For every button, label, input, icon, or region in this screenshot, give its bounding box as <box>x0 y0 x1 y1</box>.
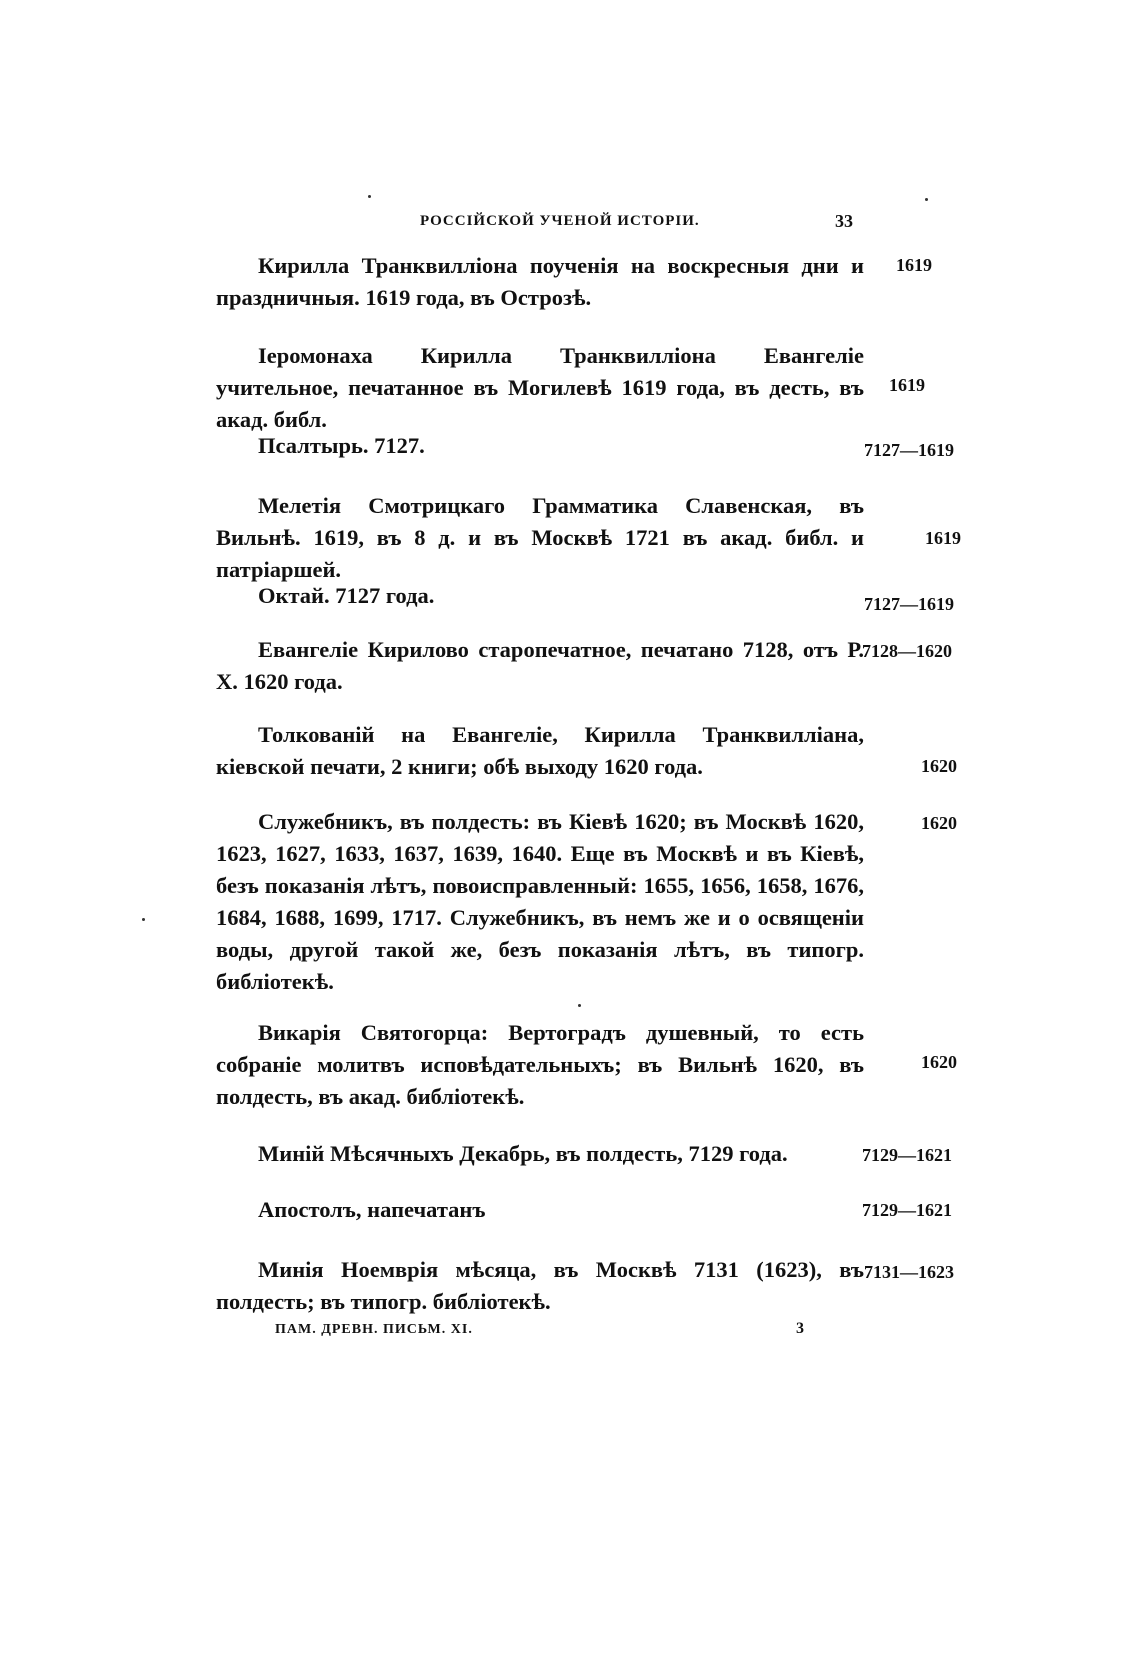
entry-year: 1619 <box>889 375 925 395</box>
ink-speck <box>368 195 371 198</box>
page-number: 33 <box>835 211 853 231</box>
entry-text: Толкованій на Евангеліе, Кирилла Транквилліана, кіевской печати, 2 книги; обѣ выходу 1620 года. <box>216 722 864 779</box>
entry-text: Октай. 7127 года. <box>258 583 435 608</box>
entry-text: Кирилла Транквилліона поученія на воскресныя дни и праздничныя. 1619 года, въ Острозѣ. <box>216 253 864 310</box>
entry-year: 1619 <box>896 255 932 275</box>
entry-year: 7127—1619 <box>864 440 954 460</box>
entry-text: Викарія Святогорца: Вертоградъ душевный, то есть собраніе молитвъ исповѣдательныхъ; въ Вильнѣ 1620, въ полдесть, въ акад. библіотекѣ. <box>216 1020 864 1109</box>
printer-signature: ПАМ. ДРЕВН. ПИСЬМ. XI. <box>275 1322 473 1337</box>
entry-year: 1620 <box>921 1052 957 1072</box>
entry-text: Мелетія Смотрицкаго Грамматика Славенская, въ Вильнѣ. 1619, въ 8 д. и въ Москвѣ 1721 въ акад. библ. и патріаршей. <box>216 493 864 582</box>
entry-text: Служебникъ, въ полдесть: въ Кіевѣ 1620; въ Москвѣ 1620, 1623, 1627, 1633, 1637, 1639, 1640. Еще въ Москвѣ и въ Кіевѣ, безъ показанія лѣтъ, повоисправленный: 1655, 1656, 1658, 1676, 1684, 1688, 1699, 1717. Служебникъ, въ немъ же и о освященіи воды, другой такой же, безъ показанія лѣтъ, въ типогр. библіотекѣ. <box>216 809 864 994</box>
entry-year: 7129—1621 <box>862 1145 952 1165</box>
entry-text: Псалтырь. 7127. <box>258 433 425 458</box>
entry-year: 1620 <box>921 756 957 776</box>
entry-text: Миній Мѣсячныхъ Декабрь, въ полдесть, 7129 года. <box>258 1141 788 1166</box>
running-title: РОССІЙСКОЙ УЧЕНОЙ ИСТОРІИ. <box>420 213 700 229</box>
entry-text: Іеромонаха Кирилла Транквилліона Евангеліе учительное, печатанное въ Могилевѣ 1619 года, въ десть, въ акад. библ. <box>216 343 864 432</box>
sheet-number: 3 <box>796 1320 804 1337</box>
entry-text: Апостолъ, напечатанъ <box>258 1197 486 1222</box>
entry-text: Минія Ноемврія мѣсяца, въ Москвѣ 7131 (1623), въ полдесть; въ типогр. библіотекѣ. <box>216 1257 864 1314</box>
ink-speck <box>142 918 145 921</box>
entry-year: 7131—1623 <box>864 1262 954 1282</box>
ink-speck <box>925 198 928 201</box>
entry-year: 7128—1620 <box>862 641 952 661</box>
entry-text: Евангеліе Кирилово старопечатное, печатано 7128, отъ Р. Х. 1620 года. <box>216 637 864 694</box>
entry-year: 7127—1619 <box>864 594 954 614</box>
ink-speck <box>578 1004 581 1007</box>
entry-year: 7129—1621 <box>862 1200 952 1220</box>
entry-year: 1619 <box>925 528 961 548</box>
entry-year: 1620 <box>921 813 957 833</box>
